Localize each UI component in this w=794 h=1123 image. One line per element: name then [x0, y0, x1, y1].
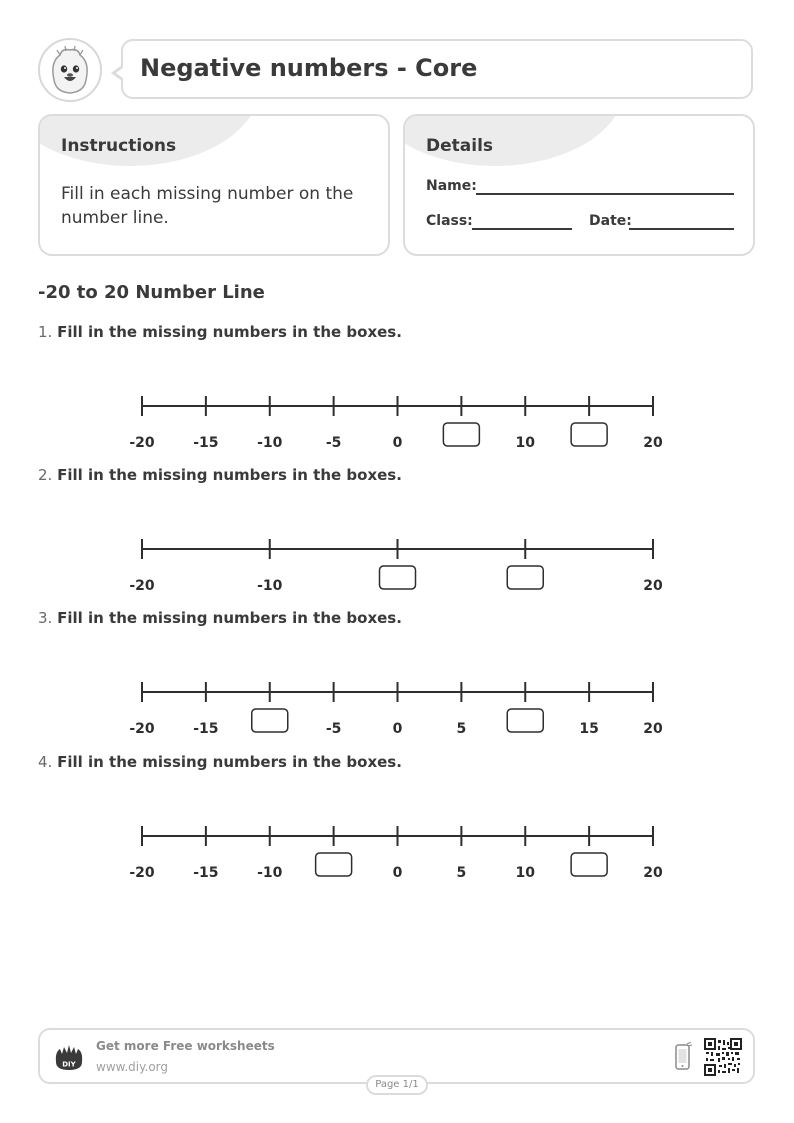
- details-panel: [403, 114, 755, 256]
- tick-label: -15: [193, 721, 219, 737]
- question-number: 2.: [38, 466, 53, 484]
- answer-box[interactable]: [443, 423, 479, 446]
- title-box: [121, 39, 753, 99]
- answer-box[interactable]: [571, 423, 607, 446]
- answer-box[interactable]: [571, 853, 607, 876]
- instructions-heading: Instructions: [61, 136, 177, 156]
- tick-label: -20: [129, 865, 155, 881]
- question-number: 3.: [38, 609, 53, 627]
- answer-box[interactable]: [316, 853, 352, 876]
- footer-promo-text: Get more Free worksheets: [96, 1039, 275, 1053]
- tick-label: 10: [515, 435, 535, 451]
- diy-logo-icon[interactable]: [52, 1040, 86, 1074]
- tick-label: -10: [257, 578, 283, 594]
- page-title: Negative numbers - Core: [140, 54, 478, 82]
- phone-icon: [674, 1042, 692, 1072]
- qr-code-icon[interactable]: [704, 1038, 742, 1076]
- tick-label: 20: [643, 578, 663, 594]
- class-label: Class:: [426, 213, 473, 229]
- tick-label: 20: [643, 435, 663, 451]
- question-4: [38, 753, 402, 771]
- tick-label: 0: [392, 865, 403, 881]
- question-text: Fill in the missing numbers in the boxes.: [57, 323, 402, 341]
- tick-label: -10: [257, 435, 283, 451]
- tick-label: 5: [456, 721, 467, 737]
- question-text: Fill in the missing numbers in the boxes.: [57, 466, 402, 484]
- tick-label: 10: [515, 865, 535, 881]
- logo-text: DIY: [62, 1060, 76, 1069]
- date-label: Date:: [589, 213, 632, 229]
- tick-label: -5: [325, 721, 342, 737]
- answer-box[interactable]: [507, 566, 543, 589]
- footer-url[interactable]: www.diy.org: [96, 1060, 168, 1074]
- number-line-1: [0, 380, 794, 460]
- instructions-panel: [38, 114, 390, 256]
- question-number: 4.: [38, 753, 53, 771]
- question-text: Fill in the missing numbers in the boxes.: [57, 609, 402, 627]
- number-line-4: [0, 810, 794, 890]
- tick-label: -15: [193, 865, 219, 881]
- tick-label: 15: [579, 721, 599, 737]
- number-line-3: [0, 666, 794, 746]
- tick-label: -20: [129, 435, 155, 451]
- tick-label: 20: [643, 865, 663, 881]
- tick-label: 20: [643, 721, 663, 737]
- tick-label: 0: [392, 435, 403, 451]
- instructions-text: Fill in each missing number on the number line.: [61, 184, 354, 228]
- question-number: 1.: [38, 323, 53, 341]
- answer-box[interactable]: [380, 566, 416, 589]
- name-field[interactable]: [476, 193, 734, 195]
- question-1: [38, 323, 402, 341]
- question-2: [38, 466, 402, 484]
- tick-label: -10: [257, 865, 283, 881]
- page-indicator: Page 1/1: [366, 1075, 428, 1095]
- number-line-2: [0, 523, 794, 603]
- question-text: Fill in the missing numbers in the boxes.: [57, 753, 402, 771]
- speech-tail-inner: [116, 67, 124, 79]
- answer-box[interactable]: [252, 709, 288, 732]
- date-field[interactable]: [629, 228, 734, 230]
- tick-label: 0: [392, 721, 403, 737]
- answer-box[interactable]: [507, 709, 543, 732]
- yeti-mascot-icon: [38, 38, 102, 102]
- tick-label: -20: [129, 578, 155, 594]
- tick-label: -5: [325, 435, 342, 451]
- question-3: [38, 609, 402, 627]
- tick-label: -20: [129, 721, 155, 737]
- tick-label: 5: [456, 865, 467, 881]
- section-title: -20 to 20 Number Line: [38, 282, 265, 303]
- name-label: Name:: [426, 178, 477, 194]
- details-heading: Details: [426, 136, 494, 156]
- class-field[interactable]: [472, 228, 572, 230]
- tick-label: -15: [193, 435, 219, 451]
